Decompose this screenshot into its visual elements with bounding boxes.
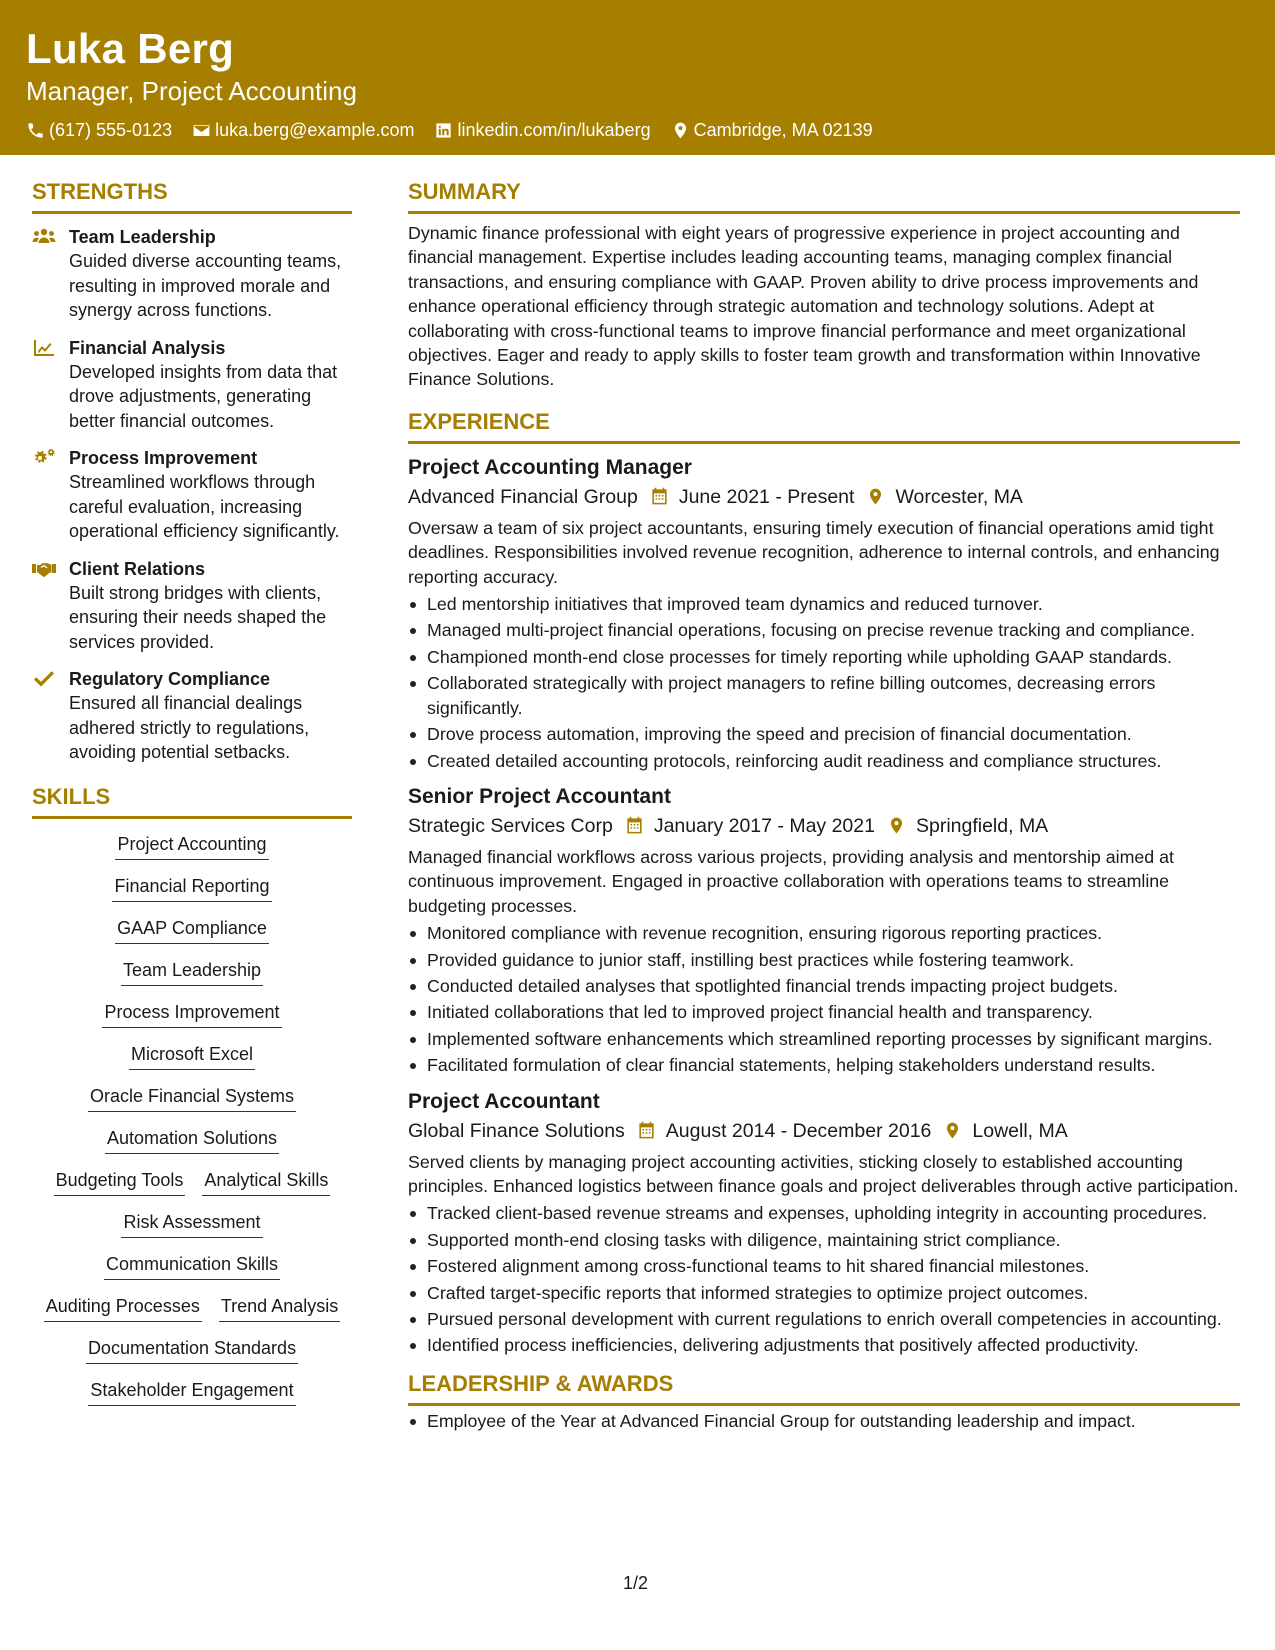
skill-row — [102, 999, 281, 1028]
candidate-role: Manager, Project Accounting — [26, 76, 357, 106]
skill-row — [88, 1377, 295, 1406]
skill-row — [129, 1041, 255, 1070]
strength-item — [32, 668, 352, 765]
skills-heading: SKILLS — [32, 783, 352, 819]
skill-row — [115, 831, 268, 860]
linkedin-icon — [434, 121, 453, 140]
strength-item — [32, 337, 352, 434]
page-number: 1/2 — [623, 1573, 649, 1593]
job-bullet: Collaborated strategically with project managers to refine billing outcomes, decreasing errors significantly. — [408, 671, 1240, 720]
strength-item — [32, 447, 352, 544]
skill-tag: Communication Skills — [104, 1251, 280, 1280]
skill-tag: Project Accounting — [115, 831, 268, 860]
strength-item — [32, 226, 352, 323]
summary-heading: SUMMARY — [408, 178, 1240, 214]
map-pin-icon — [866, 487, 885, 506]
calendar-icon — [625, 816, 644, 835]
job-company: Advanced Financial Group — [408, 485, 638, 508]
skill-tag: Budgeting Tools — [54, 1167, 186, 1196]
job-entry — [408, 783, 1240, 1078]
job-description: Served clients by managing project accounting activities, sticking closely to established accounting principles. Enhanced logistics between finance goals and project deliverables through active participation. — [408, 1151, 1239, 1196]
job-meta — [408, 483, 1240, 511]
job-meta — [408, 1117, 1240, 1145]
skill-tag: Process Improvement — [102, 999, 281, 1028]
job-bullet: Implemented software enhancements which streamlined reporting processes by significant margins. — [408, 1027, 1240, 1051]
job-title: Senior Project Accountant — [408, 784, 671, 808]
map-pin-icon — [671, 121, 690, 140]
job-dates: January 2017 - May 2021 — [653, 814, 875, 837]
job-location: Springfield, MA — [915, 814, 1049, 837]
job-bullet: Championed month-end close processes for timely reporting while upholding GAAP standards. — [408, 645, 1240, 669]
job-description: Oversaw a team of six project accountants, ensuring timely execution of financial operations amid tight deadlines. Responsibilities involved revenue recognition, adherence to internal controls, and enhancing reporting accuracy. — [408, 517, 1220, 587]
job-bullet: Supported month-end closing tasks with diligence, maintaining strict compliance. — [408, 1228, 1240, 1252]
strength-title: Client Relations — [69, 558, 206, 579]
contact-email[interactable] — [192, 118, 414, 142]
job-location: Worcester, MA — [895, 485, 1023, 508]
handshake-icon — [32, 559, 57, 581]
job-bullet: Fostered alignment among cross-functional teams to hit shared financial milestones. — [408, 1254, 1240, 1278]
contact-phone-text: (617) 555-0123 — [49, 120, 173, 140]
contact-bar — [26, 118, 1249, 142]
contact-location-text: Cambridge, MA 02139 — [693, 120, 873, 140]
contact-phone — [26, 118, 172, 142]
job-bullet: Provided guidance to junior staff, instilling best practices while fostering teamwork. — [408, 948, 1240, 972]
job-title: Project Accountant — [408, 1089, 600, 1113]
job-bullet: Facilitated formulation of clear financial statements, helping stakeholders understand results. — [408, 1053, 1240, 1077]
skill-tag: Trend Analysis — [219, 1293, 340, 1322]
skills-list — [32, 831, 352, 1406]
job-dates: August 2014 - December 2016 — [665, 1119, 932, 1142]
awards-heading: LEADERSHIP & AWARDS — [408, 1370, 1240, 1406]
contact-email-text[interactable]: luka.berg@example.com — [215, 120, 415, 140]
job-bullet: Tracked client-based revenue streams and expenses, upholding integrity in accounting procedures. — [408, 1201, 1240, 1225]
skill-row — [105, 1125, 279, 1154]
job-bullets — [408, 592, 1240, 773]
contact-linkedin[interactable] — [434, 118, 650, 142]
job-entry — [408, 454, 1240, 773]
job-bullet: Pursued personal development with current regulations to enrich overall competencies in accounting. — [408, 1307, 1240, 1331]
summary-text: Dynamic finance professional with eight years of progressive experience in project accounting and financial management. Expertise includes leading accounting teams, managing complex financial transactions, and ensuring compliance with GAAP. Proven ability to drive process improvements and enhance operational efficiency through strategic automation and technology solutions. Adept at collaborating with cross-functional teams to improve financial performance and meet organizational objectives. Eager and ready to apply skills to foster team growth and transformation within Innovative Finance Solutions. — [408, 223, 1201, 390]
candidate-name: Luka Berg — [26, 25, 235, 72]
strength-desc: Guided diverse accounting teams, resulting in improved morale and synergy across functions. — [69, 251, 342, 320]
job-description: Managed financial workflows across various projects, providing analysis and mentorship aimed at continuous improvement. Engaged in proactive collaboration with operations teams to streamline budgeting processes. — [408, 846, 1174, 916]
skill-tag: GAAP Compliance — [115, 915, 269, 944]
skill-row — [88, 1083, 296, 1112]
award-item: Employee of the Year at Advanced Financial Group for outstanding leadership and impact. — [408, 1409, 1240, 1433]
right-column — [408, 178, 1240, 1435]
skill-row — [112, 873, 271, 902]
strength-title: Financial Analysis — [69, 337, 226, 358]
skill-row — [115, 915, 269, 944]
job-entry — [408, 1088, 1240, 1358]
job-bullet: Identified process inefficiencies, delivering adjustments that positively affected productivity. — [408, 1333, 1240, 1357]
skill-row — [121, 1209, 262, 1238]
chart-line-icon — [32, 338, 57, 360]
job-bullet: Conducted detailed analyses that spotlighted financial trends impacting project budgets. — [408, 974, 1240, 998]
strengths-list — [32, 226, 352, 765]
skill-row — [104, 1251, 280, 1280]
strength-item — [32, 558, 352, 655]
experience-heading: EXPERIENCE — [408, 408, 1240, 444]
strength-desc: Built strong bridges with clients, ensuring their needs shaped the services provided. — [69, 582, 327, 652]
envelope-icon — [192, 121, 211, 140]
map-pin-icon — [887, 816, 906, 835]
strength-title: Team Leadership — [69, 227, 216, 247]
strength-title: Process Improvement — [69, 448, 258, 468]
job-bullets — [408, 921, 1240, 1077]
skill-row — [121, 957, 263, 986]
strength-title: Regulatory Compliance — [69, 669, 271, 689]
users-icon — [32, 227, 57, 249]
job-location: Lowell, MA — [972, 1119, 1068, 1142]
job-bullet: Monitored compliance with revenue recognition, ensuring rigorous reporting practices. — [408, 921, 1240, 945]
left-column — [32, 178, 352, 1406]
strengths-heading: STRENGTHS — [32, 178, 352, 214]
skill-tag: Team Leadership — [121, 957, 263, 986]
resume-header — [0, 0, 1275, 155]
job-meta — [408, 812, 1240, 840]
calendar-icon — [637, 1121, 656, 1140]
skill-tag: Risk Assessment — [121, 1209, 262, 1238]
job-bullets — [408, 1201, 1240, 1357]
skill-tag: Microsoft Excel — [129, 1041, 255, 1070]
skill-row — [44, 1293, 340, 1322]
job-bullet: Led mentorship initiatives that improved team dynamics and reduced turnover. — [408, 592, 1240, 616]
gears-icon — [32, 448, 57, 470]
skill-row — [54, 1167, 331, 1196]
skill-tag: Financial Reporting — [112, 873, 271, 902]
skill-tag: Documentation Standards — [86, 1335, 298, 1364]
job-title: Project Accounting Manager — [408, 455, 692, 479]
skill-tag: Automation Solutions — [105, 1125, 279, 1154]
job-company: Global Finance Solutions — [408, 1119, 625, 1142]
checkmark-icon — [32, 669, 57, 691]
skill-tag: Oracle Financial Systems — [88, 1083, 296, 1112]
job-dates: June 2021 - Present — [678, 485, 855, 508]
awards-list — [408, 1409, 1240, 1433]
contact-location — [671, 118, 873, 142]
job-bullet: Drove process automation, improving the speed and precision of financial documentation. — [408, 722, 1240, 746]
job-company: Strategic Services Corp — [408, 814, 613, 837]
calendar-icon — [650, 487, 669, 506]
job-bullet: Created detailed accounting protocols, reinforcing audit readiness and compliance structures. — [408, 749, 1240, 773]
map-pin-icon — [943, 1121, 962, 1140]
strength-desc: Ensured all financial dealings adhered strictly to regulations, avoiding potential setbacks. — [69, 693, 310, 762]
strength-desc: Developed insights from data that drove adjustments, generating better financial outcomes. — [69, 361, 338, 431]
job-bullet: Crafted target-specific reports that informed strategies to optimize project outcomes. — [408, 1281, 1240, 1305]
contact-linkedin-text[interactable]: linkedin.com/in/lukaberg — [457, 120, 651, 140]
job-bullet: Managed multi-project financial operations, focusing on precise revenue tracking and compliance. — [408, 618, 1240, 642]
job-bullet: Initiated collaborations that led to improved project financial health and transparency. — [408, 1000, 1240, 1024]
strength-desc: Streamlined workflows through careful evaluation, increasing operational efficiency significantly. — [69, 472, 340, 541]
skill-tag: Auditing Processes — [44, 1293, 202, 1322]
skill-row — [86, 1335, 298, 1364]
skill-tag: Analytical Skills — [202, 1167, 330, 1196]
phone-icon — [26, 121, 45, 140]
skill-tag: Stakeholder Engagement — [88, 1377, 295, 1406]
